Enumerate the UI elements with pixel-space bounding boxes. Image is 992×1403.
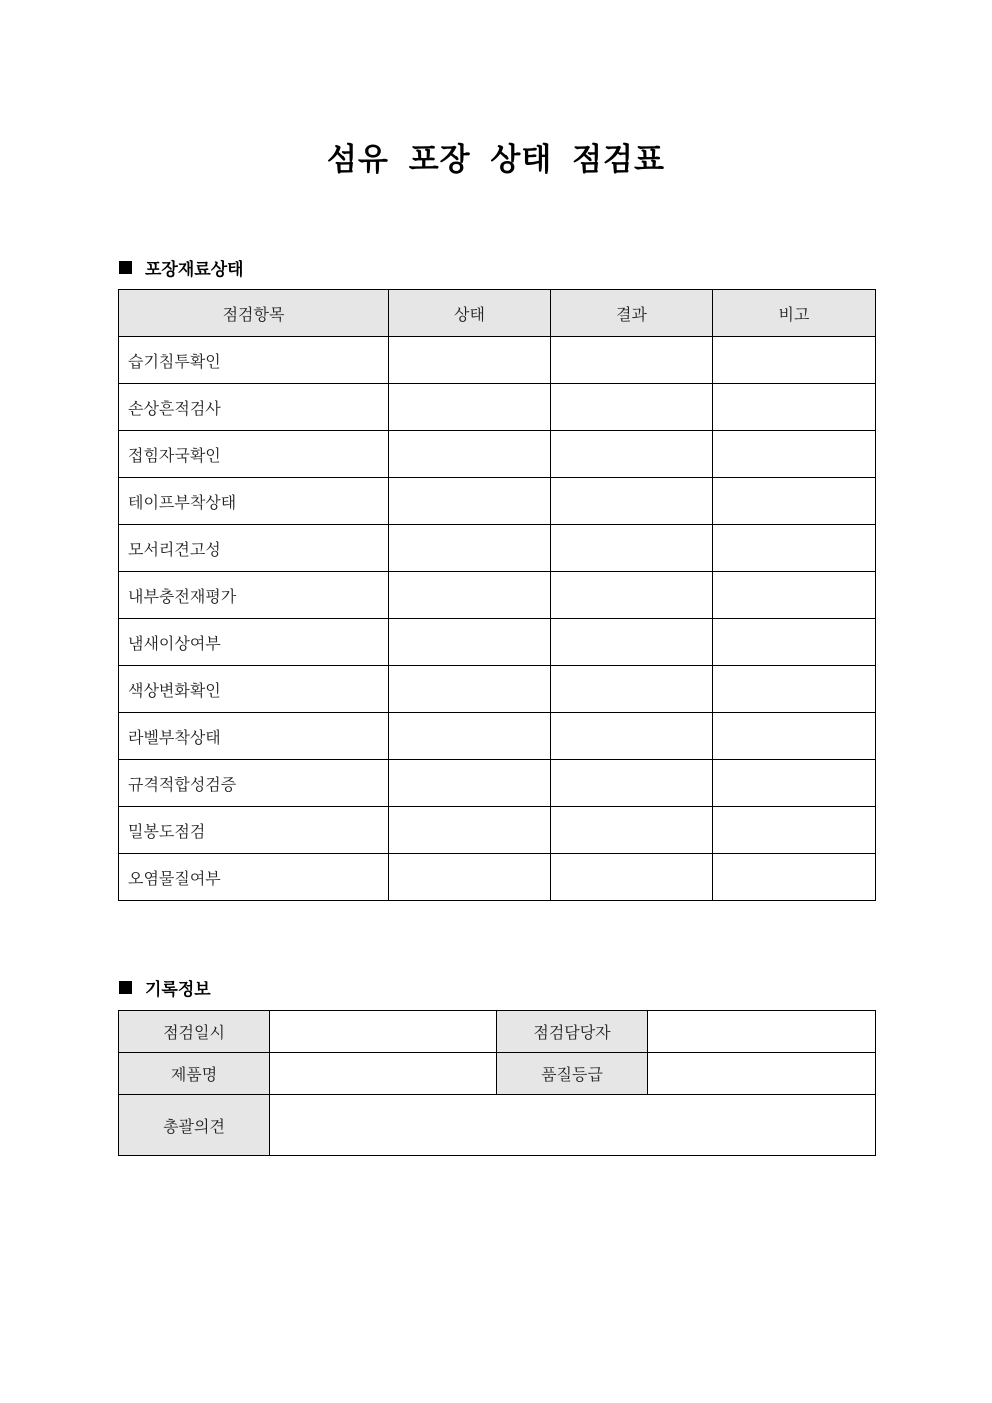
result-cell[interactable] xyxy=(551,431,713,478)
section-heading-packaging-material xyxy=(119,255,244,280)
note-cell[interactable] xyxy=(713,572,876,619)
table-row xyxy=(119,337,876,384)
check-item-label: 밀봉도점검 xyxy=(119,807,389,854)
column-header-result: 결과 xyxy=(551,290,713,337)
check-item-label: 냄새이상여부 xyxy=(119,619,389,666)
note-cell[interactable] xyxy=(713,713,876,760)
inspection-datetime-label: 점검일시 xyxy=(119,1011,270,1053)
status-cell[interactable] xyxy=(389,666,551,713)
table-row xyxy=(119,431,876,478)
note-cell[interactable] xyxy=(713,478,876,525)
status-cell[interactable] xyxy=(389,478,551,525)
table-row xyxy=(119,760,876,807)
packaging-check-table xyxy=(118,289,876,901)
table-row xyxy=(119,619,876,666)
note-cell[interactable] xyxy=(713,807,876,854)
result-cell[interactable] xyxy=(551,666,713,713)
record-row xyxy=(119,1053,876,1095)
section-heading-record-info xyxy=(119,975,211,1000)
note-cell[interactable] xyxy=(713,760,876,807)
check-item-label: 규격적합성검증 xyxy=(119,760,389,807)
result-cell[interactable] xyxy=(551,384,713,431)
table-header-row xyxy=(119,290,876,337)
record-row xyxy=(119,1095,876,1156)
square-bullet-icon xyxy=(119,261,132,274)
product-name-field[interactable] xyxy=(270,1053,497,1095)
status-cell[interactable] xyxy=(389,431,551,478)
check-item-label: 색상변화확인 xyxy=(119,666,389,713)
table-row xyxy=(119,666,876,713)
result-cell[interactable] xyxy=(551,713,713,760)
check-item-label: 테이프부착상태 xyxy=(119,478,389,525)
table-row xyxy=(119,854,876,901)
overall-opinion-field[interactable] xyxy=(270,1095,876,1156)
note-cell[interactable] xyxy=(713,854,876,901)
result-cell[interactable] xyxy=(551,478,713,525)
record-info-table xyxy=(118,1010,876,1156)
note-cell[interactable] xyxy=(713,384,876,431)
result-cell[interactable] xyxy=(551,619,713,666)
status-cell[interactable] xyxy=(389,384,551,431)
status-cell[interactable] xyxy=(389,713,551,760)
quality-grade-label: 품질등급 xyxy=(497,1053,648,1095)
check-item-label: 내부충전재평가 xyxy=(119,572,389,619)
inspection-datetime-field[interactable] xyxy=(270,1011,497,1053)
table-row xyxy=(119,525,876,572)
document-title: 섬유 포장 상태 점검표 xyxy=(327,142,665,178)
table-row xyxy=(119,713,876,760)
column-header-status: 상태 xyxy=(389,290,551,337)
result-cell[interactable] xyxy=(551,807,713,854)
status-cell[interactable] xyxy=(389,807,551,854)
table-row xyxy=(119,478,876,525)
result-cell[interactable] xyxy=(551,854,713,901)
check-item-label: 모서리견고성 xyxy=(119,525,389,572)
status-cell[interactable] xyxy=(389,572,551,619)
inspector-field[interactable] xyxy=(648,1011,876,1053)
overall-opinion-label: 총괄의견 xyxy=(119,1095,270,1156)
check-item-label: 접힘자국확인 xyxy=(119,431,389,478)
status-cell[interactable] xyxy=(389,619,551,666)
note-cell[interactable] xyxy=(713,666,876,713)
check-item-label: 손상흔적검사 xyxy=(119,384,389,431)
status-cell[interactable] xyxy=(389,760,551,807)
product-name-label: 제품명 xyxy=(119,1053,270,1095)
check-item-label: 라벨부착상태 xyxy=(119,713,389,760)
result-cell[interactable] xyxy=(551,525,713,572)
table-row xyxy=(119,384,876,431)
section-heading-label: 기록정보 xyxy=(145,980,211,1000)
column-header-item: 점검항목 xyxy=(119,290,389,337)
status-cell[interactable] xyxy=(389,337,551,384)
column-header-note: 비고 xyxy=(713,290,876,337)
result-cell[interactable] xyxy=(551,572,713,619)
note-cell[interactable] xyxy=(713,431,876,478)
note-cell[interactable] xyxy=(713,525,876,572)
square-bullet-icon xyxy=(119,981,132,994)
note-cell[interactable] xyxy=(713,337,876,384)
inspector-label: 점검담당자 xyxy=(497,1011,648,1053)
table-row xyxy=(119,572,876,619)
status-cell[interactable] xyxy=(389,854,551,901)
record-row xyxy=(119,1011,876,1053)
result-cell[interactable] xyxy=(551,337,713,384)
table-row xyxy=(119,807,876,854)
result-cell[interactable] xyxy=(551,760,713,807)
check-item-label: 오염물질여부 xyxy=(119,854,389,901)
quality-grade-field[interactable] xyxy=(648,1053,876,1095)
status-cell[interactable] xyxy=(389,525,551,572)
section-heading-label: 포장재료상태 xyxy=(145,260,244,280)
check-item-label: 습기침투확인 xyxy=(119,337,389,384)
note-cell[interactable] xyxy=(713,619,876,666)
